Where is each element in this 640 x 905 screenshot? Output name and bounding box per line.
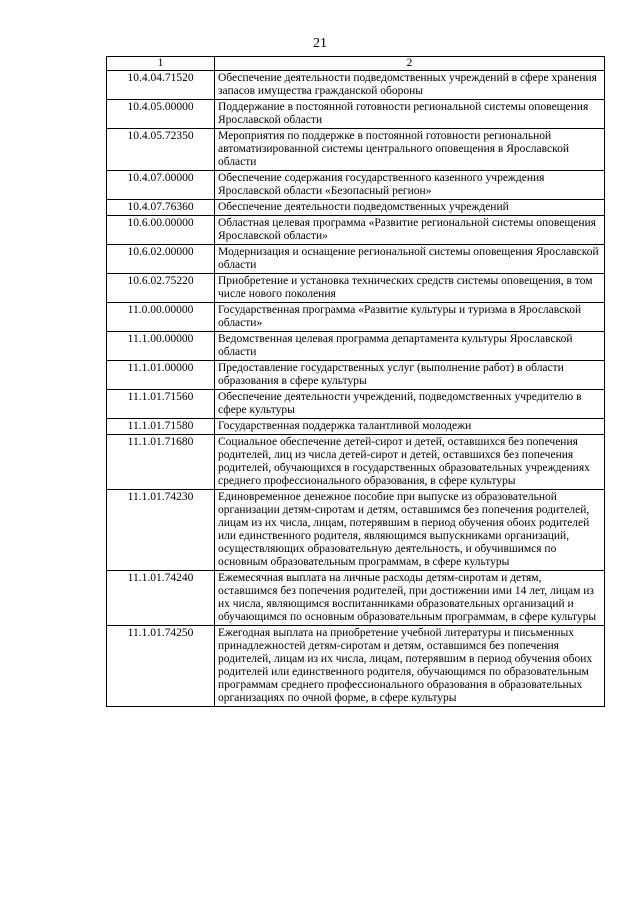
row-description: Ведомственная целевая программа департамента культуры Ярославской области	[215, 332, 605, 361]
table-row	[107, 100, 605, 129]
row-description: Обеспечение деятельности подведомственных учреждений в сфере хранения запасов имущества гражданской обороны	[215, 71, 605, 100]
row-description: Государственная поддержка талантливой молодежи	[215, 419, 605, 435]
row-code: 11.1.01.74240	[107, 571, 215, 626]
row-code: 11.1.01.74230	[107, 490, 215, 571]
row-code: 11.1.01.74250	[107, 626, 215, 707]
row-code: 10.4.07.00000	[107, 171, 215, 200]
row-code: 10.6.02.75220	[107, 274, 215, 303]
classification-table	[106, 56, 605, 707]
row-description: Поддержание в постоянной готовности региональной системы оповещения Ярославской области	[215, 100, 605, 129]
table-row	[107, 200, 605, 216]
row-description: Ежегодная выплата на приобретение учебной литературы и письменных принадлежностей детям-сиротам и детям, оставшимся без попечения родителей, лицам из их числа, лицам, потерявшим в период обучения обоих родителей или единственного родителя, обучающимся по образовательным программам среднего профессионального образования в образовательных организациях по очной форме, в сфере культуры	[215, 626, 605, 707]
row-description: Приобретение и установка технических средств системы оповещения, в том числе нового поколения	[215, 274, 605, 303]
column-header-code: 1	[107, 57, 215, 71]
row-description: Мероприятия по поддержке в постоянной готовности региональной автоматизированной системы центрального оповещения в Ярославской области	[215, 129, 605, 171]
table-row	[107, 390, 605, 419]
table-row	[107, 626, 605, 707]
row-description: Единовременное денежное пособие при выпуске из образовательной организации детям-сиротам и детям, оставшимся без попечения родителей, лицам из их числа, лицам, потерявшим в период обучения обоих родителей или единственного родителя, являющимся выпускниками организаций, осуществляющих образовательную деятельность, и обучившимся по основным образовательным программам, в сфере культуры	[215, 490, 605, 571]
row-description: Предоставление государственных услуг (выполнение работ) в области образования в сфере культуры	[215, 361, 605, 390]
table-row	[107, 435, 605, 490]
table-row	[107, 245, 605, 274]
row-description: Ежемесячная выплата на личные расходы детям-сиротам и детям, оставшимся без попечения родителей, при достижении ими 14 лет, лицам из их числа, являющимся воспитанниками образовательных организаций и обучающимся по основным образовательным программам, в сфере культуры	[215, 571, 605, 626]
row-code: 10.4.07.76360	[107, 200, 215, 216]
row-description: Государственная программа «Развитие культуры и туризма в Ярославской области»	[215, 303, 605, 332]
row-code: 11.1.01.71680	[107, 435, 215, 490]
table-row	[107, 490, 605, 571]
row-description: Обеспечение деятельности подведомственных учреждений	[215, 200, 605, 216]
row-code: 11.1.01.71560	[107, 390, 215, 419]
row-code: 11.0.00.00000	[107, 303, 215, 332]
table-row	[107, 171, 605, 200]
row-code: 11.1.01.71580	[107, 419, 215, 435]
row-description: Обеспечение содержания государственного казенного учреждения Ярославской области «Безопасный регион»	[215, 171, 605, 200]
row-code: 10.4.05.72350	[107, 129, 215, 171]
table-row	[107, 274, 605, 303]
row-description: Модернизация и оснащение региональной системы оповещения Ярославской области	[215, 245, 605, 274]
table-row	[107, 71, 605, 100]
table-row	[107, 361, 605, 390]
page-number: 21	[313, 36, 327, 51]
table-row	[107, 303, 605, 332]
table-header-row	[107, 57, 605, 71]
row-code: 10.4.05.00000	[107, 100, 215, 129]
table-row	[107, 571, 605, 626]
row-description: Областная целевая программа «Развитие региональной системы оповещения Ярославской области»	[215, 216, 605, 245]
row-description: Социальное обеспечение детей-сирот и детей, оставшихся без попечения родителей, лиц из числа детей-сирот и детей, оставшихся без попечения родителей, обучающихся в государственных образовательных учреждениях среднего профессионального образования, в сфере культуры	[215, 435, 605, 490]
row-code: 11.1.00.00000	[107, 332, 215, 361]
row-description: Обеспечение деятельности учреждений, подведомственных учредителю в сфере культуры	[215, 390, 605, 419]
row-code: 10.4.04.71520	[107, 71, 215, 100]
row-code: 10.6.00.00000	[107, 216, 215, 245]
table-row	[107, 332, 605, 361]
table-row	[107, 419, 605, 435]
table-row	[107, 129, 605, 171]
row-code: 10.6.02.00000	[107, 245, 215, 274]
column-header-description: 2	[215, 57, 605, 71]
row-code: 11.1.01.00000	[107, 361, 215, 390]
table-row	[107, 216, 605, 245]
